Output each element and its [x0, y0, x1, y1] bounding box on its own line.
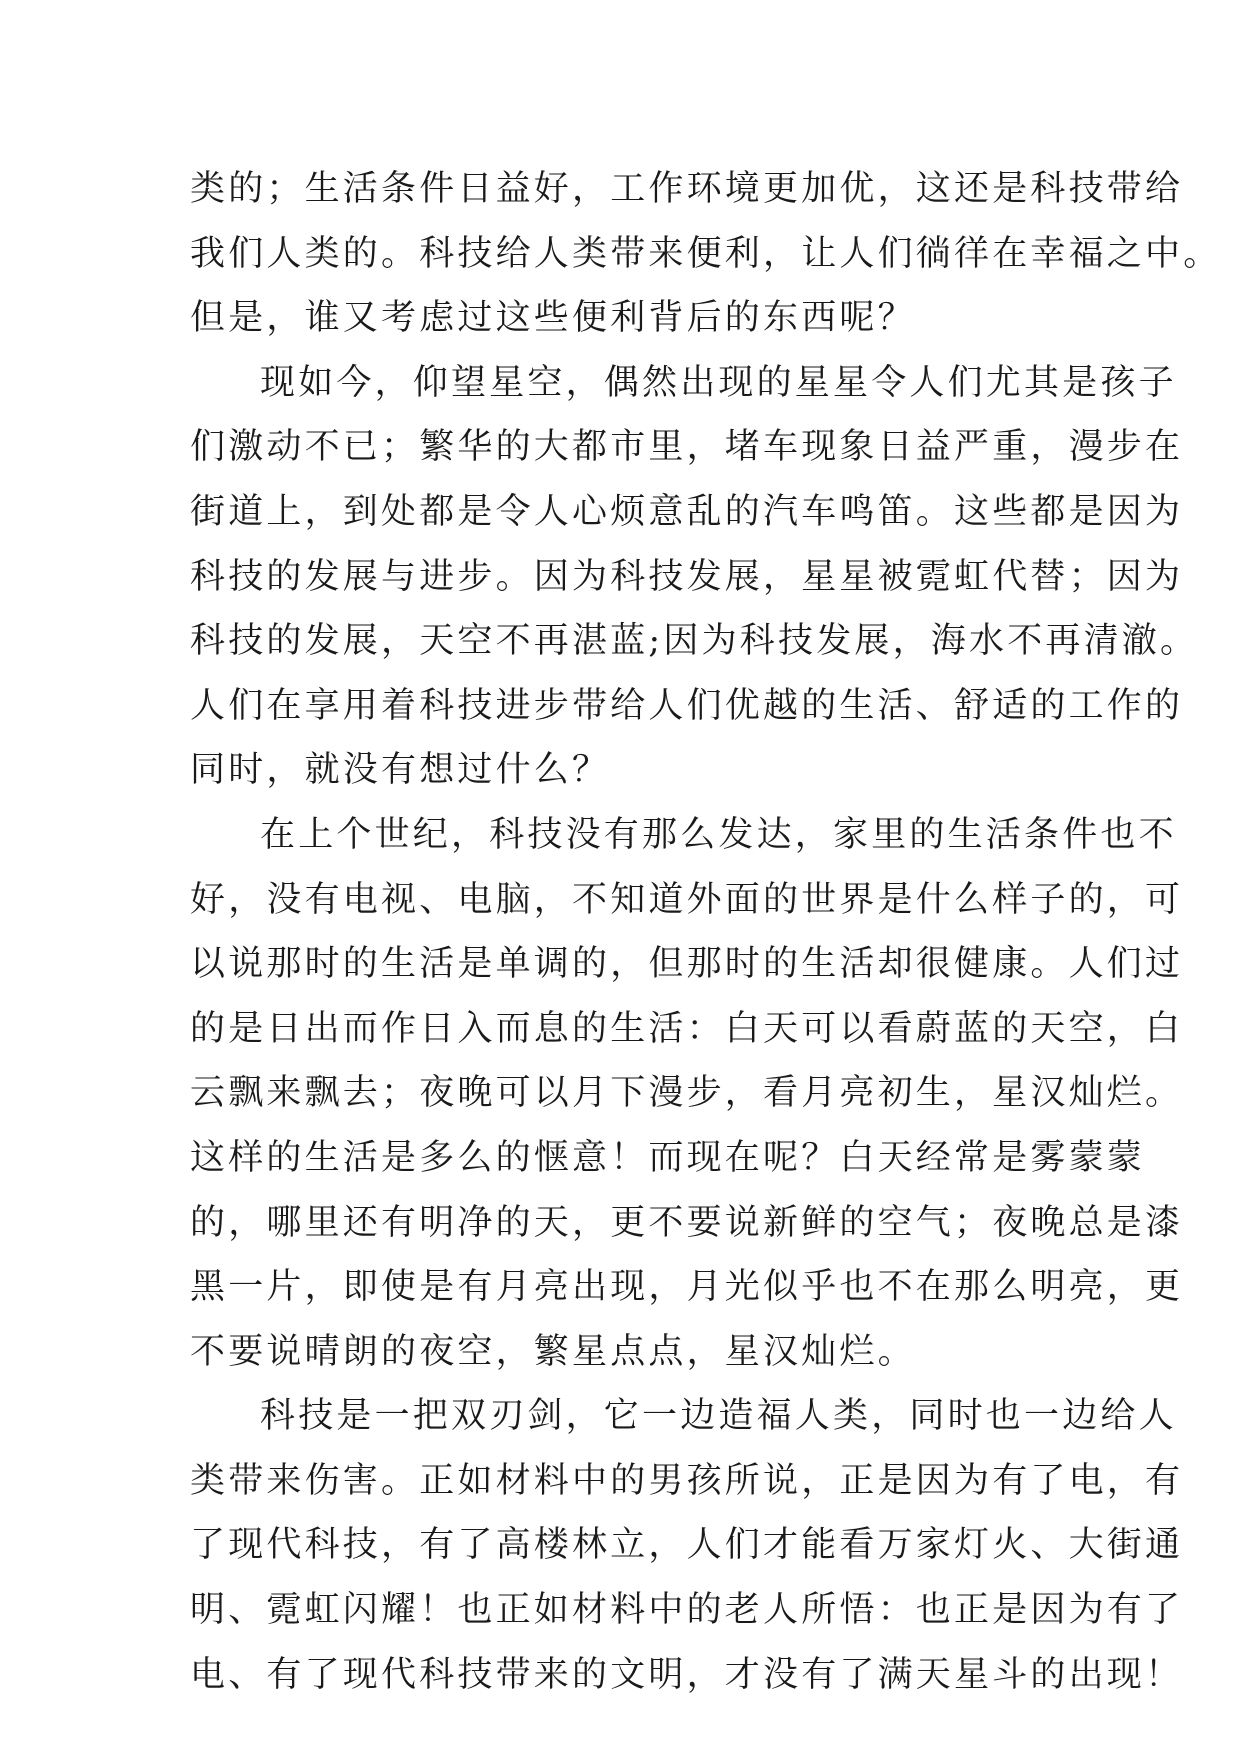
text-line: 黑一片，即使是有月亮出现，月光似乎也不在那么明亮，更	[190, 1267, 1184, 1308]
paragraph-first-line: 现如今，仰望星空，偶然出现的星星令人们尤其是孩子	[260, 362, 1177, 403]
text-line: 明、霓虹闪耀！也正如材料中的老人所悟：也正是因为有了	[190, 1590, 1184, 1631]
text-line: 了现代科技，有了高楼林立，人们才能看万家灯火、大街通	[190, 1525, 1184, 1566]
text-line: 云飘来飘去；夜晚可以月下漫步，看月亮初生，星汉灿烂。	[190, 1073, 1184, 1114]
text-line: 同时，就没有想过什么？	[190, 750, 611, 791]
paragraph-first-line: 科技是一把双刃剑，它一边造福人类，同时也一边给人	[260, 1396, 1177, 1437]
text-line: 的，哪里还有明净的天，更不要说新鲜的空气；夜晚总是漆	[190, 1202, 1184, 1243]
text-line: 电、有了现代科技带来的文明，才没有了满天星斗的出现！	[190, 1654, 1184, 1695]
text-line: 这样的生活是多么的惬意！而现在呢？白天经常是雾蒙蒙	[190, 1137, 1146, 1178]
text-line: 类带来伤害。正如材料中的男孩所说，正是因为有了电，有	[190, 1460, 1184, 1501]
text-line: 我们人类的。科技给人类带来便利，让人们徜徉在幸福之中。	[190, 233, 1222, 274]
text-line: 类的；生活条件日益好，工作环境更加优，这还是科技带给	[190, 169, 1184, 209]
text-line: 以说那时的生活是单调的，但那时的生活却很健康。人们过	[190, 944, 1184, 985]
document-body	[190, 157, 1222, 1707]
text-line: 科技的发展与进步。因为科技发展，星星被霓虹代替；因为	[190, 556, 1184, 597]
text-line: 科技的发展，天空不再湛蓝;因为科技发展，海水不再清澈。	[190, 621, 1199, 662]
text-line: 不要说晴朗的夜空，繁星点点，星汉灿烂。	[190, 1331, 916, 1372]
text-line: 人们在享用着科技进步带给人们优越的生活、舒适的工作的	[190, 685, 1184, 726]
text-line: 好，没有电视、电脑，不知道外面的世界是什么样子的，可	[190, 879, 1184, 920]
text-line: 街道上，到处都是令人心烦意乱的汽车鸣笛。这些都是因为	[190, 491, 1184, 532]
text-line: 的是日出而作日入而息的生活：白天可以看蔚蓝的天空，白	[190, 1008, 1184, 1049]
paragraph-first-line: 在上个世纪，科技没有那么发达，家里的生活条件也不	[260, 814, 1177, 855]
text-line: 们激动不已；繁华的大都市里，堵车现象日益严重，漫步在	[190, 427, 1184, 468]
text-line: 但是，谁又考虑过这些便利背后的东西呢？	[190, 298, 916, 339]
